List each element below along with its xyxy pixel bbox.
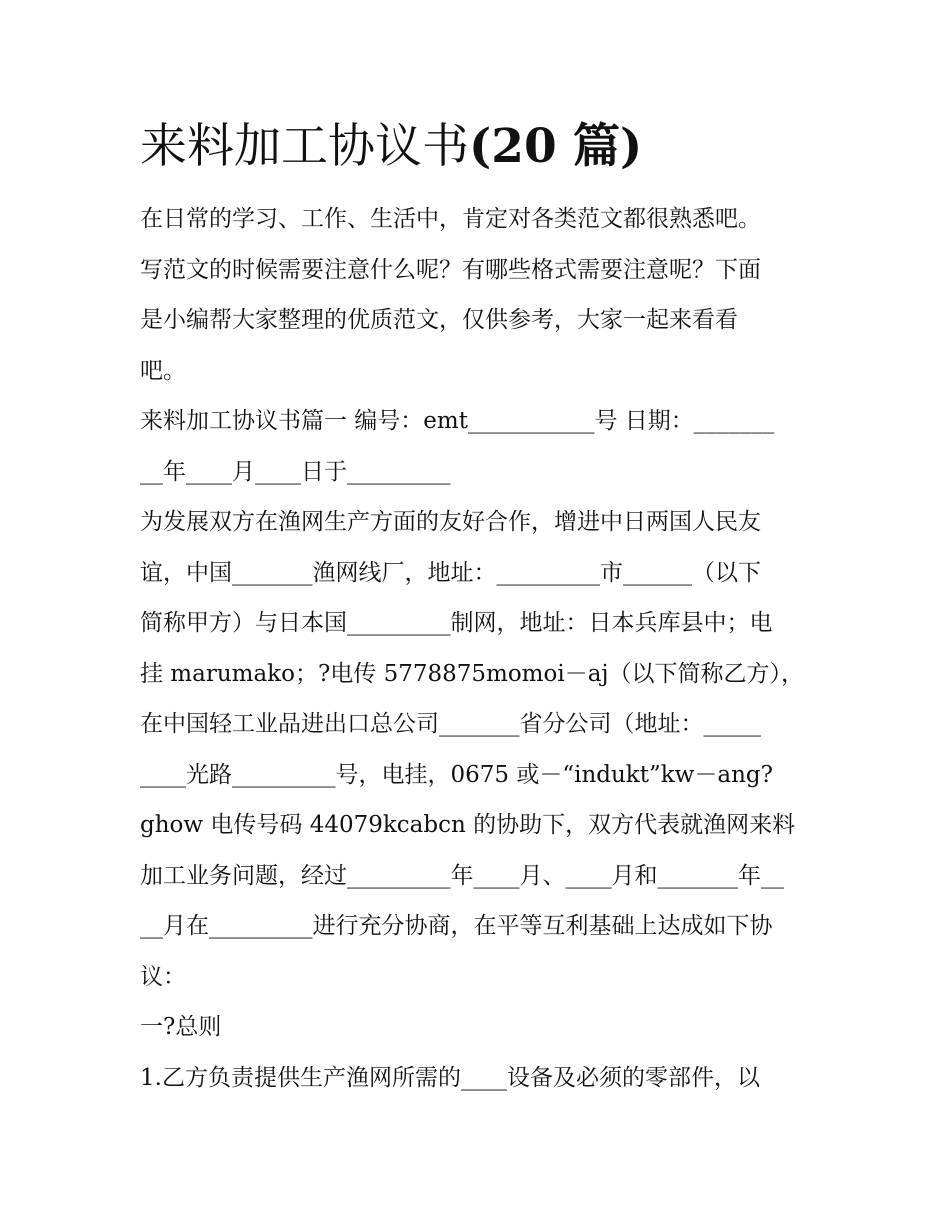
text-line: __年____月____日于_________ bbox=[140, 458, 451, 485]
text-line: 是小编帮大家整理的优质范文，仅供参考，大家一起来看看 bbox=[140, 307, 738, 333]
text-line: 写范文的时候需要注意什么呢？有哪些格式需要注意呢？下面 bbox=[140, 256, 761, 283]
title-text: 来料加工协议书 bbox=[140, 119, 469, 174]
title-count: (20 篇) bbox=[469, 119, 643, 174]
text-line: ____光路_________号，电挂，0675 或－“indukt”kw－ang? bbox=[140, 761, 773, 788]
text-line: 来料加工协议书篇一 编号：emt___________号 日期：_______ bbox=[140, 408, 775, 434]
document-page bbox=[140, 112, 820, 1103]
text-line: 加工业务问题，经过_________年____月、____月和_______年__ bbox=[140, 862, 784, 889]
text-line: 简称甲方）与日本国_________制网，地址：日本兵库县中；电 bbox=[140, 610, 773, 636]
text-line: 谊，中国_______渔网线厂，地址：_________市______（以下 bbox=[140, 559, 761, 586]
text-line: 挂 marumako；?电传 5778875momoi－aj（以下简称乙方）， bbox=[140, 660, 805, 687]
section-heading: 一?总则 bbox=[140, 1014, 222, 1040]
text-line: 在日常的学习、工作、生活中，肯定对各类范文都很熟悉吧。 bbox=[140, 206, 761, 232]
text-line: 议： bbox=[140, 963, 186, 990]
text-line: 1.乙方负责提供生产渔网所需的____设备及必须的零部件，以 bbox=[140, 1064, 760, 1091]
text-line: __月在_________进行充分协商，在平等互利基础上达成如下协 bbox=[140, 913, 773, 939]
page-title bbox=[140, 112, 820, 182]
text-line: 吧。 bbox=[140, 357, 186, 384]
text-line: 在中国轻工业品进出口总公司_______省分公司（地址：_____ bbox=[140, 711, 761, 737]
text-line: ghow 电传号码 44079kcabcn 的协助下，双方代表就渔网来料 bbox=[140, 812, 796, 838]
text-line: 为发展双方在渔网生产方面的友好合作，增进中日两国人民友 bbox=[140, 509, 761, 535]
